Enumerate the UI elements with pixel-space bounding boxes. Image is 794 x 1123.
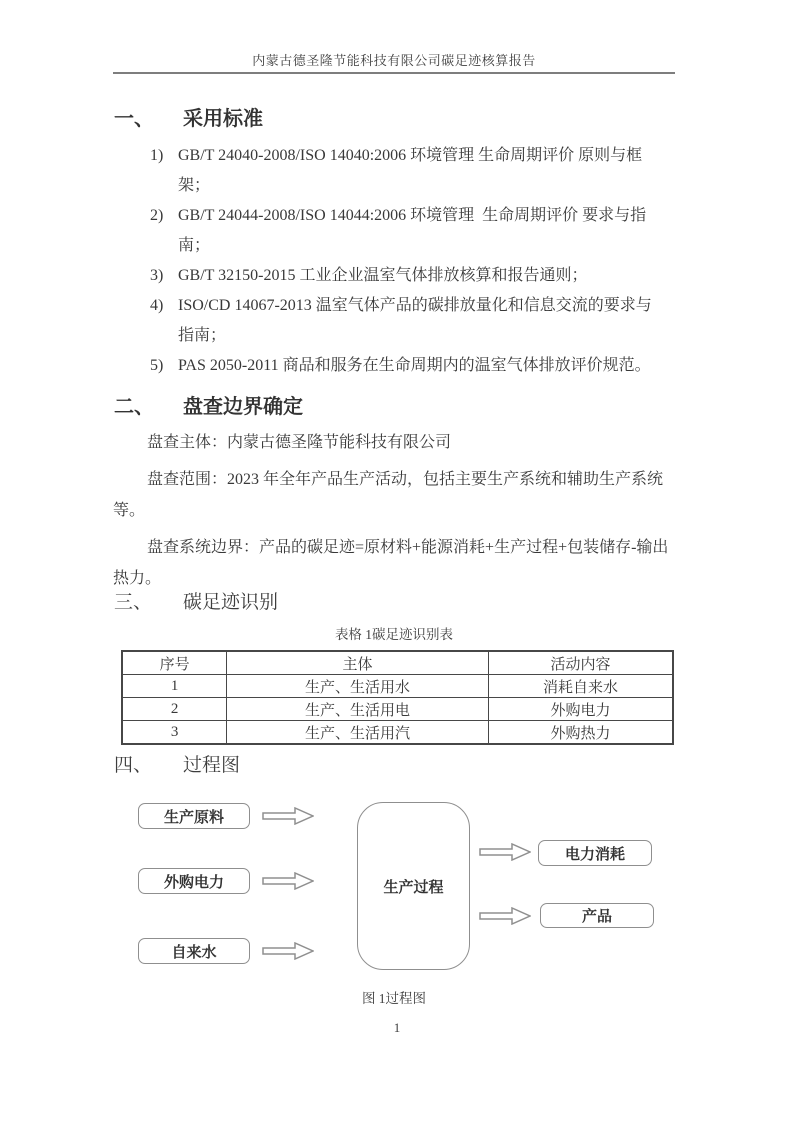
section-2-number: 二、 <box>114 396 154 418</box>
right-arrow-icon <box>479 843 531 861</box>
table-row <box>122 675 673 698</box>
output-box-electricity-consumption: 电力消耗 <box>538 840 652 866</box>
paragraph-subject <box>113 427 683 458</box>
section-4-number: 四、 <box>114 755 153 776</box>
figure-caption: 图 1过程图 <box>361 991 427 1006</box>
item-4-marker: 4) <box>150 297 164 314</box>
table-caption: 表格 1碳足迹识别表 <box>334 627 454 642</box>
item-2-text <box>178 201 646 261</box>
paragraph-scope <box>113 464 683 526</box>
item-5-line-1: PAS 2050-2011 商品和服务在生命周期内的温室气体排放评价规范。 <box>178 357 651 374</box>
section-3-title: 碳足迹识别 <box>183 592 279 613</box>
table-header-row <box>122 651 673 675</box>
section-1-number: 一、 <box>114 108 154 130</box>
header-cell-activity: 活动内容 <box>488 651 673 675</box>
section-1-title: 采用标准 <box>183 108 263 130</box>
section-3-number: 三、 <box>114 592 153 613</box>
header-cell-index: 序号 <box>122 651 227 675</box>
cell: 消耗自来水 <box>488 675 673 698</box>
paragraph-scope-line-1: 盘查范围：2023 年全年产品生产活动，包括主要生产系统和辅助生产系统 <box>147 471 664 488</box>
cell: 外购电力 <box>488 698 673 721</box>
standards-item-5 <box>150 351 690 381</box>
standards-list <box>150 141 690 381</box>
right-arrow-icon <box>262 872 314 890</box>
item-1-line-1: GB/T 24040-2008/ISO 14040:2006 环境管理 生命周期评价 原则与框 <box>178 147 643 164</box>
item-1-line-2: 架； <box>178 177 211 194</box>
report-header-title: 内蒙古德圣隆节能科技有限公司碳足迹核算报告 <box>252 53 536 68</box>
header-cell-subject: 主体 <box>227 651 489 675</box>
standards-item-4 <box>150 291 690 351</box>
section-3-heading <box>114 587 278 614</box>
input-box-purchased-electricity: 外购电力 <box>138 868 250 894</box>
right-arrow-icon <box>479 907 531 925</box>
paragraph-scope-line-2: 等。 <box>113 502 146 519</box>
item-5-marker: 5) <box>150 357 164 374</box>
section-4-title: 过程图 <box>183 755 241 776</box>
cell: 2 <box>122 698 227 721</box>
item-1-marker: 1) <box>150 147 164 164</box>
section-2-title: 盘查边界确定 <box>183 396 303 418</box>
standards-item-2 <box>150 201 690 261</box>
item-4-line-1: ISO/CD 14067-2013 温室气体产品的碳排放量化和信息交流的要求与 <box>178 297 652 314</box>
cell: 生产、生活用电 <box>227 698 489 721</box>
section-4-heading <box>114 750 240 777</box>
standards-item-1 <box>150 141 690 201</box>
item-4-text <box>178 291 652 351</box>
section-2-heading <box>114 390 303 419</box>
item-2-line-2: 南； <box>178 237 211 254</box>
item-3-marker: 3) <box>150 267 164 284</box>
item-3-text <box>178 261 588 291</box>
paragraph-system-boundary-line-2: 热力。 <box>113 570 162 587</box>
item-5-text <box>178 351 651 381</box>
process-diagram <box>113 795 680 987</box>
item-2-line-1: GB/T 24044-2008/ISO 14044:2006 环境管理 生命周期评价 要求与指 <box>178 207 647 224</box>
item-4-line-2: 指南； <box>178 327 227 344</box>
item-1-text <box>178 141 642 201</box>
paragraph-subject-line-1: 盘查主体：内蒙古德圣隆节能科技有限公司 <box>147 434 452 451</box>
input-box-tap-water: 自来水 <box>138 938 250 964</box>
output-box-product: 产品 <box>540 903 654 928</box>
item-3-line-1: GB/T 32150-2015 工业企业温室气体排放核算和报告通则； <box>178 267 588 284</box>
cell: 1 <box>122 675 227 698</box>
cell: 外购热力 <box>488 721 673 745</box>
table-row <box>122 698 673 721</box>
section-1-heading <box>114 102 263 131</box>
paragraph-system-boundary <box>113 532 683 594</box>
item-2-marker: 2) <box>150 207 164 224</box>
table-row <box>122 721 673 745</box>
process-box: 生产过程 <box>357 802 470 970</box>
cell: 生产、生活用水 <box>227 675 489 698</box>
paragraph-system-boundary-line-1: 盘查系统边界：产品的碳足迹=原材料+能源消耗+生产过程+包装储存-输出 <box>147 539 669 556</box>
page-number: 1 <box>393 1020 401 1035</box>
cell: 生产、生活用汽 <box>227 721 489 745</box>
header-rule <box>113 72 675 74</box>
cell: 3 <box>122 721 227 745</box>
footprint-table <box>121 650 674 745</box>
input-box-production-materials: 生产原料 <box>138 803 250 829</box>
standards-item-3 <box>150 261 690 291</box>
right-arrow-icon <box>262 942 314 960</box>
boundary-paragraphs <box>113 427 683 600</box>
right-arrow-icon <box>262 807 314 825</box>
